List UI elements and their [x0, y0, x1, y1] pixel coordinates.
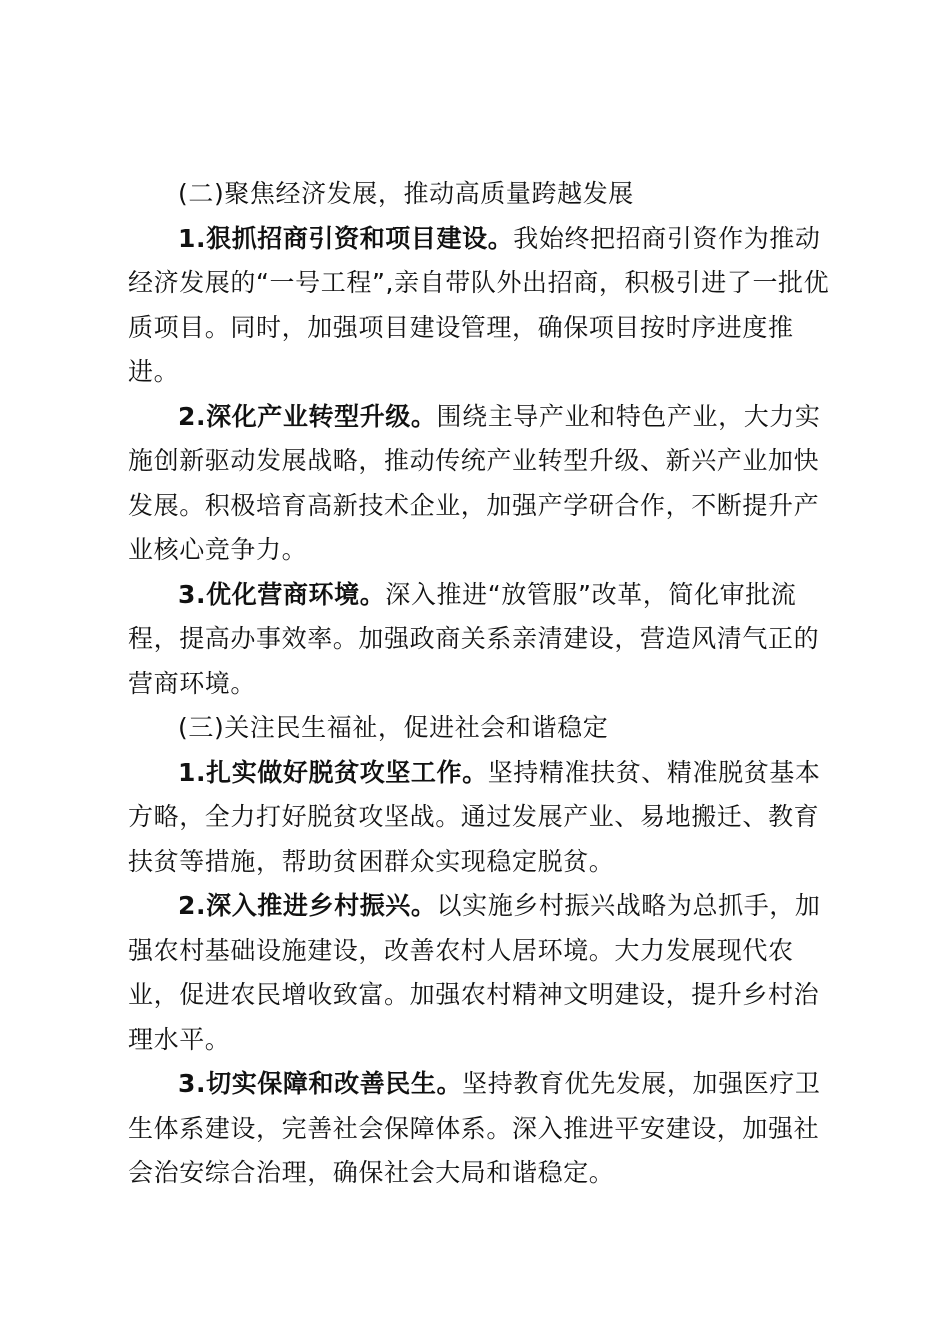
section-heading-economy [128, 172, 838, 217]
paragraph-text: 坚持教育优先发展，加强医疗卫生体系建设，完善社会保障体系。深入推进平安建设，加强社会治安综合治理，确保社会大局和谐稳定。 [128, 1069, 821, 1187]
paragraph-text: 坚持精准扶贫、精准脱贫基本方略，全力打好脱贫攻坚战。通过发展产业、易地搬迁、教育扶贫等措施，帮助贫困群众实现稳定脱贫。 [128, 757, 821, 876]
paragraph-text: (三)关注民生福祉，促进社会和谐稳定 [178, 713, 609, 742]
paragraph-lead: 3.切实保障和改善民生。 [178, 1069, 463, 1098]
paragraph-text: 围绕主导产业和特色产业，大力实施创新驱动发展战略，推动传统产业转型升级、新兴产业加快发展。积极培育高新技术企业，加强产学研合作，不断提升产业核心竞争力。 [128, 401, 821, 564]
paragraph-lead: 2.深入推进乡村振兴。 [178, 891, 437, 920]
paragraph-text: 我始终把招商引资作为推动经济发展的“一号工程”,亲自带队外出招商，积极引进了一批优质项目。同时，加强项目建设管理，确保项目按时序进度推进。 [128, 223, 830, 386]
paragraph-investment [128, 217, 838, 395]
paragraph-industry-upgrade [128, 395, 838, 573]
paragraph-poverty-alleviation [128, 751, 838, 885]
paragraph-lead: 3.优化营商环境。 [178, 579, 386, 609]
paragraph-text: (二)聚焦经济发展，推动高质量跨越发展 [178, 179, 634, 208]
paragraph-lead: 1.狠抓招商引资和项目建设。 [178, 223, 514, 253]
section-heading-livelihood [128, 706, 838, 751]
paragraph-rural-revitalization [128, 884, 838, 1062]
paragraph-business-environment [128, 573, 838, 707]
paragraph-lead: 2.深化产业转型升级。 [178, 401, 437, 431]
paragraph-public-welfare [128, 1062, 838, 1196]
paragraph-text: 以实施乡村振兴战略为总抓手，加强农村基础设施建设，改善农村人居环境。大力发展现代农业，促进农民增收致富。加强农村精神文明建设，提升乡村治理水平。 [128, 891, 821, 1054]
document-body [128, 172, 838, 1196]
paragraph-text: 深入推进“放管服”改革，简化审批流程，提高办事效率。加强政商关系亲清建设，营造风清气正的营商环境。 [128, 579, 820, 698]
paragraph-lead: 1.扎实做好脱贫攻坚工作。 [178, 757, 488, 787]
